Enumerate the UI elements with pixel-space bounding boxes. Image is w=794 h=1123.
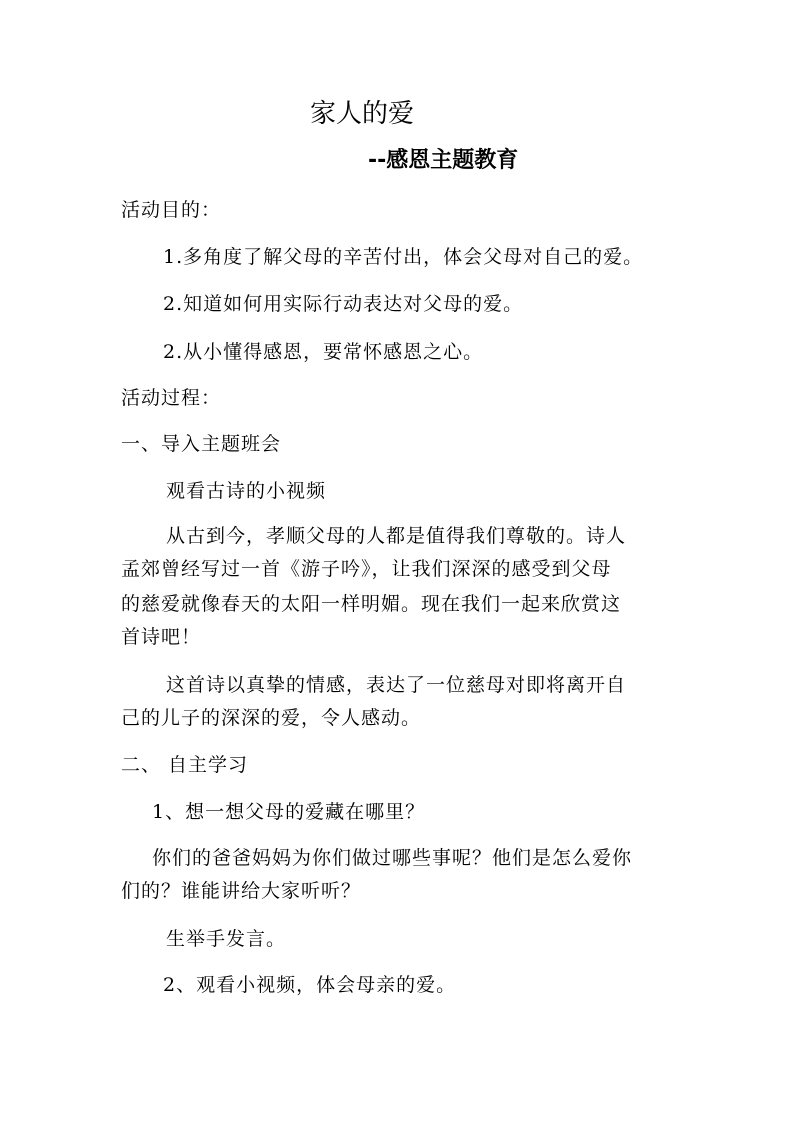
paragraph-line: 你们的爸爸妈妈为你们做过哪些事呢？他们是怎么爱你 bbox=[152, 847, 633, 869]
goal-item: 1.多角度了解父母的辛苦付出，体会父母对自己的爱。 bbox=[163, 246, 644, 268]
goal-item: 2.从小懂得感恩，要常怀感恩之心。 bbox=[163, 341, 484, 363]
process-heading: 活动过程： bbox=[121, 387, 222, 409]
section-intro: 观看古诗的小视频 bbox=[166, 480, 327, 502]
answer-line: 生举手发言。 bbox=[166, 928, 287, 950]
paragraph-line: 首诗吧！ bbox=[121, 626, 202, 648]
paragraph-line: 孟郊曾经写过一首《游子吟》，让我们深深的感受到父母 bbox=[121, 558, 612, 580]
paragraph-line: 们的？谁能讲给大家听听？ bbox=[121, 880, 362, 902]
paragraph-line: 从古到今，孝顺父母的人都是值得我们尊敬的。诗人 bbox=[166, 525, 627, 547]
document-subtitle: --感恩主题教育 bbox=[368, 148, 519, 173]
paragraph-line: 己的儿子的深深的爱，令人感动。 bbox=[121, 707, 422, 729]
section-heading: 二、 自主学习 bbox=[121, 754, 249, 776]
paragraph-line: 的慈爱就像春天的太阳一样明媚。现在我们一起来欣赏这 bbox=[121, 593, 622, 615]
goal-item: 2.知道如何用实际行动表达对父母的爱。 bbox=[163, 293, 524, 315]
document-title: 家人的爱 bbox=[310, 99, 415, 129]
goals-heading: 活动目的： bbox=[121, 199, 222, 221]
paragraph-line: 这首诗以真挚的情感，表达了一位慈母对即将离开自 bbox=[166, 674, 627, 696]
section-heading: 一、导入主题班会 bbox=[121, 433, 282, 455]
question-item: 1、想一想父母的爱藏在哪里？ bbox=[152, 801, 426, 823]
question-item: 2、观看小视频，体会母亲的爱。 bbox=[163, 974, 457, 996]
